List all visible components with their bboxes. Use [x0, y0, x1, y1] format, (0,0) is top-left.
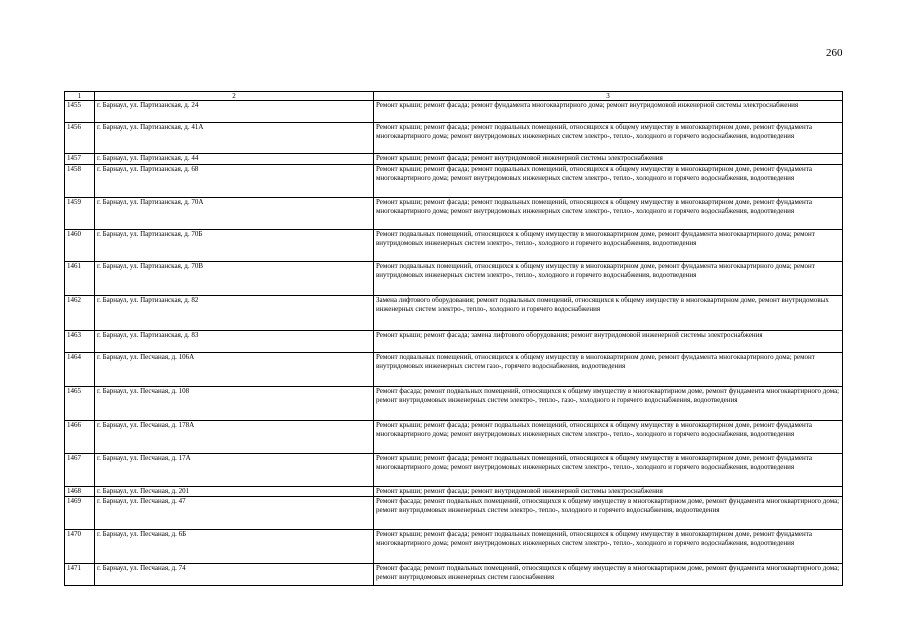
- table-row: [65, 230, 843, 262]
- row-works: Ремонт крыши; ремонт фасада; ремонт подвальных помещений, относящихся к общему имуществу в многоквартирном доме, ремонт фундамента многоквартирного дома; ремонт внутридомовых инженерных систем электро-, тепло-, холодного и горячего водоснабжения, водоотведения: [374, 165, 843, 198]
- row-address: г. Барнаул, ул. Партизанская, д. 24: [95, 101, 374, 123]
- table-row: [65, 530, 843, 564]
- register-table: [64, 91, 843, 586]
- row-works: Ремонт крыши; ремонт фасада; ремонт подвальных помещений, относящихся к общему имуществу в многоквартирном доме, ремонт фундамента многоквартирного дома; ремонт внутридомовых инженерных систем электро-, тепло-, холодного и горячего водоснабжения, водоотведения: [374, 530, 843, 564]
- table-row: [65, 497, 843, 530]
- row-number: 1468: [65, 487, 95, 497]
- row-address: г. Барнаул, ул. Песчаная, д. 106А: [95, 353, 374, 387]
- page-number: 260: [826, 47, 843, 59]
- row-address: г. Барнаул, ул. Песчаная, д. 6Б: [95, 530, 374, 564]
- row-works: Ремонт подвальных помещений, относящихся к общему имуществу в многоквартирном доме, ремонт фундамента многоквартирного дома; ремонт внутридомовых инженерных систем электро-, тепло-, холодного и горячего водоснабжения, водоотведения: [374, 230, 843, 262]
- row-works: Ремонт крыши; ремонт фасада; ремонт подвальных помещений, относящихся к общему имуществу в многоквартирном доме, ремонт фундамента многоквартирного дома; ремонт внутридомовых инженерных систем электро-, тепло-, холодного и горячего водоснабжения, водоотведения: [374, 198, 843, 230]
- table-row: [65, 487, 843, 497]
- row-address: г. Барнаул, ул. Партизанская, д. 70В: [95, 262, 374, 296]
- table-row: [65, 387, 843, 421]
- row-address: г. Барнаул, ул. Партизанская, д. 44: [95, 154, 374, 165]
- table-row: [65, 353, 843, 387]
- row-number: 1457: [65, 154, 95, 165]
- table-row: [65, 101, 843, 123]
- row-works: Ремонт крыши; ремонт фасада; ремонт подвальных помещений, относящихся к общему имуществу в многоквартирном доме, ремонт фундамента многоквартирного дома; ремонт внутридомовых инженерных систем электро-, тепло-, холодного и горячего водоснабжения, водоотведения: [374, 454, 843, 487]
- row-works: Ремонт крыши; ремонт фасада; замена лифтового оборудования; ремонт внутридомовой инженерной системы электроснабжения: [374, 331, 843, 353]
- row-number: 1456: [65, 123, 95, 154]
- table-row: [65, 123, 843, 154]
- row-works: Ремонт фасада; ремонт подвальных помещений, относящихся к общему имуществу в многоквартирном доме, ремонт фундамента многоквартирного дома; ремонт внутридомовых инженерных систем электро-, тепло-, холодного и горячего водоснабжения, водоотведения: [374, 497, 843, 530]
- row-works: Ремонт крыши; ремонт фасада; ремонт подвальных помещений, относящихся к общему имуществу в многоквартирном доме, ремонт фундамента многоквартирного дома; ремонт внутридомовых инженерных систем электро-, тепло-, холодного и горячего водоснабжения, водоотведения: [374, 123, 843, 154]
- table-header-row: [65, 92, 843, 101]
- row-address: г. Барнаул, ул. Партизанская, д. 82: [95, 296, 374, 331]
- row-number: 1455: [65, 101, 95, 123]
- row-number: 1469: [65, 497, 95, 530]
- row-number: 1465: [65, 387, 95, 421]
- row-number: 1466: [65, 421, 95, 454]
- row-works: Замена лифтового оборудования; ремонт подвальных помещений, относящихся к общему имуществу в многоквартирном доме, ремонт внутридомовых инженерных систем электро-, тепло-, холодного и горячего водоснабжения: [374, 296, 843, 331]
- row-address: г. Барнаул, ул. Песчаная, д. 108: [95, 387, 374, 421]
- row-number: 1462: [65, 296, 95, 331]
- row-number: 1460: [65, 230, 95, 262]
- table-row: [65, 262, 843, 296]
- table-row: [65, 564, 843, 586]
- row-address: г. Барнаул, ул. Песчаная, д. 47: [95, 497, 374, 530]
- column-header-works: 3: [374, 92, 843, 101]
- table-row: [65, 154, 843, 165]
- table-row: [65, 421, 843, 454]
- table-row: [65, 296, 843, 331]
- table-row: [65, 454, 843, 487]
- row-number: 1458: [65, 165, 95, 198]
- row-address: г. Барнаул, ул. Песчаная, д. 74: [95, 564, 374, 586]
- row-number: 1471: [65, 564, 95, 586]
- table-row: [65, 198, 843, 230]
- row-number: 1464: [65, 353, 95, 387]
- row-works: Ремонт подвальных помещений, относящихся к общему имуществу в многоквартирном доме, ремонт фундамента многоквартирного дома; ремонт внутридомовых инженерных систем газо-, горячего водоснабжения, водоотведения: [374, 353, 843, 387]
- row-works: Ремонт фасада; ремонт подвальных помещений, относящихся к общему имуществу в многоквартирном доме, ремонт фундамента многоквартирного дома; ремонт внутридомовых инженерных систем газоснабжения: [374, 564, 843, 586]
- row-works: Ремонт крыши; ремонт фасада; ремонт внутридомовой инженерной системы электроснабжения: [374, 154, 843, 165]
- row-address: г. Барнаул, ул. Песчаная, д. 17А: [95, 454, 374, 487]
- row-number: 1459: [65, 198, 95, 230]
- column-header-number: 1: [65, 92, 95, 101]
- row-address: г. Барнаул, ул. Песчаная, д. 178А: [95, 421, 374, 454]
- row-works: Ремонт крыши; ремонт фасада; ремонт подвальных помещений, относящихся к общему имуществу в многоквартирном доме, ремонт фундамента многоквартирного дома; ремонт внутридомовых инженерных систем электро-, тепло-, холодного и горячего водоснабжения, водоотведения: [374, 421, 843, 454]
- row-works: Ремонт крыши; ремонт фасада; ремонт фундамента многоквартирного дома; ремонт внутридомовой инженерной системы электроснабжения: [374, 101, 843, 123]
- table-row: [65, 165, 843, 198]
- row-number: 1463: [65, 331, 95, 353]
- column-header-address: 2: [95, 92, 374, 101]
- row-works: Ремонт фасада; ремонт подвальных помещений, относящихся к общему имуществу в многоквартирном доме, ремонт фундамента многоквартирного дома; ремонт внутридомовых инженерных систем электро-, тепло-, газо-, холодного и горячего водоснабжения, водоотведения: [374, 387, 843, 421]
- row-address: г. Барнаул, ул. Партизанская, д. 68: [95, 165, 374, 198]
- row-address: г. Барнаул, ул. Партизанская, д. 83: [95, 331, 374, 353]
- row-address: г. Барнаул, ул. Песчаная, д. 201: [95, 487, 374, 497]
- row-works: Ремонт крыши; ремонт фасада; ремонт внутридомовой инженерной системы электроснабжения: [374, 487, 843, 497]
- row-works: Ремонт подвальных помещений, относящихся к общему имуществу в многоквартирном доме, ремонт фундамента многоквартирного дома; ремонт внутридомовых инженерных систем электро-, тепло-, холодного и горячего водоснабжения, водоотведения: [374, 262, 843, 296]
- row-number: 1461: [65, 262, 95, 296]
- row-address: г. Барнаул, ул. Партизанская, д. 70Б: [95, 230, 374, 262]
- row-number: 1467: [65, 454, 95, 487]
- row-address: г. Барнаул, ул. Партизанская, д. 41А: [95, 123, 374, 154]
- row-address: г. Барнаул, ул. Партизанская, д. 70А: [95, 198, 374, 230]
- row-number: 1470: [65, 530, 95, 564]
- table-row: [65, 331, 843, 353]
